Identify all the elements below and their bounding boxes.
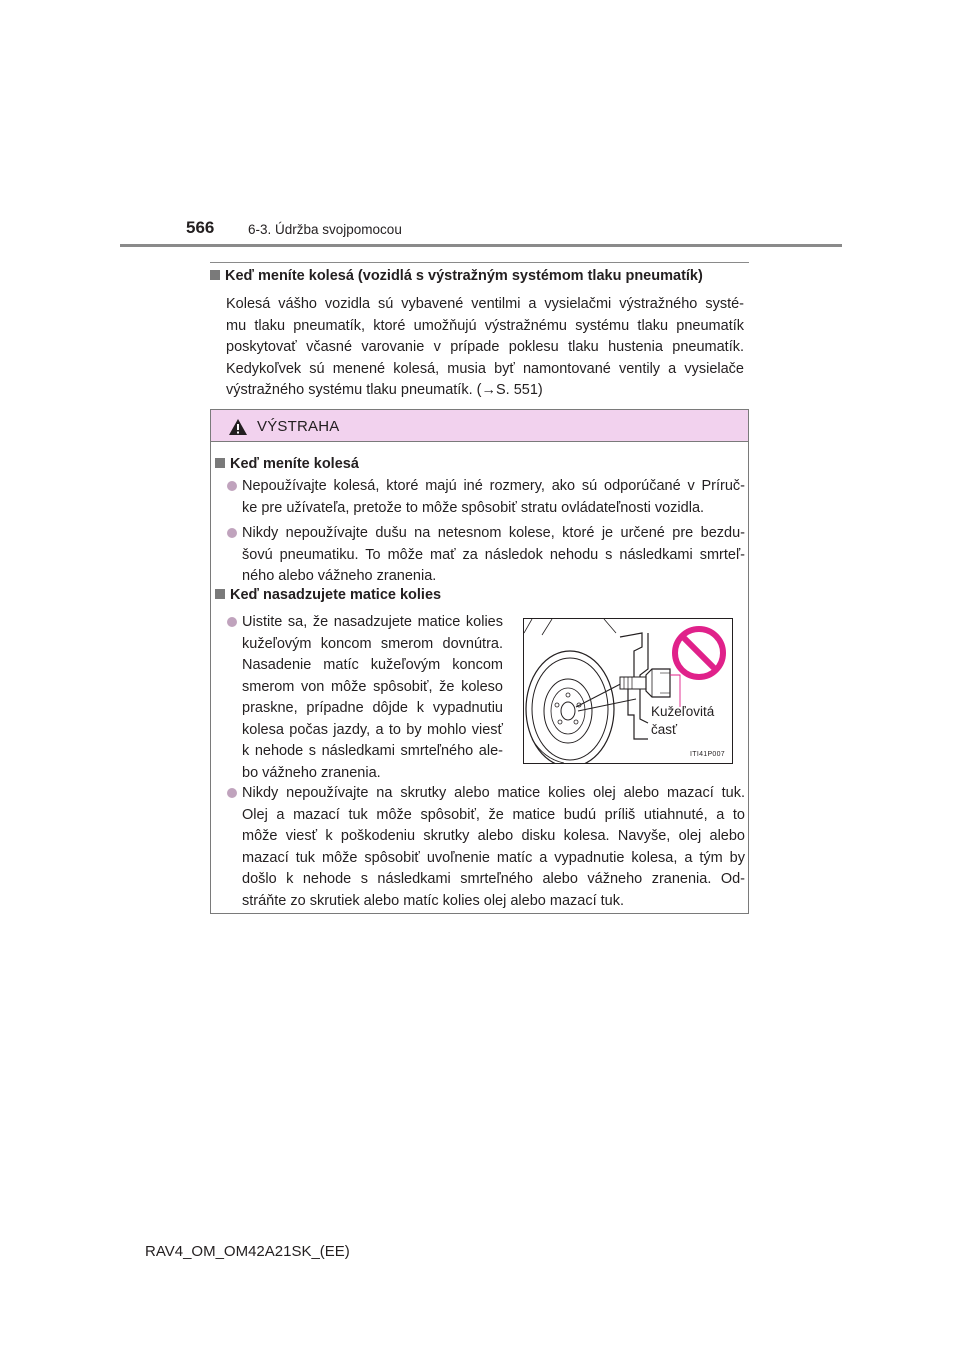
warning-triangle-icon — [228, 418, 248, 436]
warning-section-heading: Keď nasadzujete matice kolies — [215, 587, 441, 603]
paragraph-line: Kedykoľvek sú menené kolesá, musia byť namontované ventily a vysielače — [226, 360, 744, 377]
intro-heading-text: Keď meníte kolesá (vozidlá s výstražným systémom tlaku pneumatík) — [225, 268, 703, 284]
figure-code: ITI41P007 — [690, 751, 725, 758]
intro-paragraph — [226, 294, 744, 402]
header-divider — [120, 244, 842, 247]
paragraph-line: mu tlaku pneumatík, ktoré umožňujú výstražnému systému tlaku pneumatík — [226, 317, 744, 334]
page-number: 566 — [186, 218, 215, 237]
paragraph-line: poskytovať včasné varovanie v prípade poklesu tlaku hustenia pneumatík. — [226, 339, 744, 355]
warning-title: VÝSTRAHA — [257, 418, 340, 435]
wheel-nut-illustration — [523, 618, 733, 764]
intro-heading — [210, 268, 703, 284]
bullet-dot-icon — [227, 788, 237, 798]
bullet-dot-icon — [227, 528, 237, 538]
section-title: 6-3. Údržba svojpomocou — [248, 222, 402, 237]
warning-bullet: Nepoužívajte kolesá, ktoré majú iné rozmery, ako sú odporúčané v Príruč- ke pre užívateľa, pretože to môže spôsobiť stratu ovládateľnosti vozidla. — [227, 476, 745, 520]
warning-box — [210, 409, 749, 914]
warning-bullet: Nikdy nepoužívajte dušu na netesnom kolese, ktoré je určené pre bezdu- šovú pneumatiku. To môže mať za následok nehodu s následkami smrteľ- ného alebo vážneho zranenia. — [227, 523, 745, 589]
figure-label-line: Kužeľovitá — [651, 704, 715, 719]
square-bullet-icon — [215, 458, 225, 468]
square-bullet-icon — [210, 270, 220, 280]
warning-bullet: Uistite sa, že nasadzujete matice kolies kužeľovým koncom smerom dovnútra. Nasadenie matíc kužeľovým koncom smerom von môže spôsobiť, že koleso praskne, prípadne dôjde k vypadnutiu kolesa počas jazdy, a to by mohlo viesť k nehode s následkami smrteľného ale- bo vážneho zranenia. — [227, 612, 502, 787]
paragraph-line: výstražného systému tlaku pneumatík. (→S. 551) — [226, 382, 543, 398]
content-divider — [210, 262, 749, 263]
warning-section-heading: Keď meníte kolesá — [215, 456, 359, 472]
wheel-nut-diagram — [524, 619, 732, 763]
warning-header — [211, 410, 748, 442]
warning-bullet: Nikdy nepoužívajte na skrutky alebo matice kolies olej alebo mazací tuk. Olej a mazací tuk môže spôsobiť, že matice budú príliš utiahnuté, a to môže viesť k poškodeniu skrutky alebo disku kolesa. Navyše, olej alebo mazací tuk môže spôsobiť uvoľnenie matíc a vypadnutie kolesa, a tým by došlo k nehode s následkami smrteľného alebo vážneho zranenia. Od- stráňte zo skrutiek alebo matíc kolies olej alebo mazací tuk. — [227, 783, 745, 913]
square-bullet-icon — [215, 589, 225, 599]
paragraph-line: Kolesá vášho vozidla sú vybavené ventilmi a vysielačmi výstražného systé- — [226, 296, 744, 312]
document-id: RAV4_OM_OM42A21SK_(EE) — [145, 1243, 350, 1260]
bullet-dot-icon — [227, 481, 237, 491]
figure-label-line: časť — [651, 722, 678, 737]
bullet-dot-icon — [227, 617, 237, 627]
